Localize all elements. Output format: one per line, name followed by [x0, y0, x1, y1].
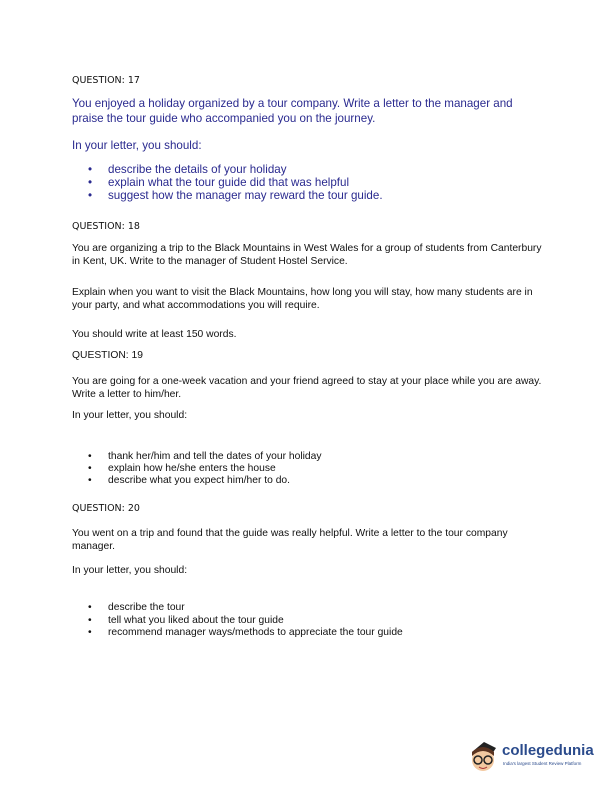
question-20-bullets	[72, 602, 542, 640]
question-18-details: Explain when you want to visit the Black Mountains, how long you will stay, how many students are in your party, and what accommodations you will require.	[72, 287, 533, 311]
list-item: • describe what you expect him/her to do.	[72, 475, 542, 487]
question-17-bullets	[72, 163, 542, 202]
question-18-prompt: You are organizing a trip to the Black Mountains in West Wales for a group of students from Canterbury in Kent, UK. Write to the manager of Student Hostel Service.	[72, 243, 542, 267]
question-19-prompt: You are going for a one-week vacation and your friend agreed to stay at your place while you are away. Write a letter to him/her.	[72, 376, 542, 400]
collegedunia-logo	[466, 738, 596, 774]
question-20-instruction: In your letter, you should:	[72, 565, 188, 576]
logo-tagline: India's largest Student Review Platform	[503, 761, 582, 766]
question-19-bullets	[72, 451, 542, 487]
list-item: • suggest how the manager may reward the tour guide.	[72, 189, 542, 202]
list-item: • explain how he/she enters the house	[72, 463, 542, 475]
list-item: • describe the tour	[72, 602, 542, 615]
question-18-label: QUESTION: 18	[72, 221, 140, 232]
question-19-label: QUESTION: 19	[72, 350, 143, 361]
list-item: • describe the details of your holiday	[72, 163, 542, 176]
question-19-instruction: In your letter, you should:	[72, 410, 188, 421]
question-17-label: QUESTION: 17	[72, 75, 140, 86]
question-17-prompt: You enjoyed a holiday organized by a tour company. Write a letter to the manager and praise the tour guide who accompanied you on the journey.	[72, 97, 513, 125]
question-18-word-count: You should write at least 150 words.	[72, 329, 237, 340]
question-17-instruction: In your letter, you should:	[72, 139, 202, 152]
mascot-icon	[466, 738, 500, 774]
question-20-label: QUESTION: 20	[72, 503, 140, 514]
question-20-prompt: You went on a trip and found that the guide was really helpful. Write a letter to the tour company manager.	[72, 528, 508, 552]
list-item: • explain what the tour guide did that was helpful	[72, 176, 542, 189]
list-item: • thank her/him and tell the dates of your holiday	[72, 451, 542, 463]
list-item: • tell what you liked about the tour guide	[72, 615, 542, 628]
logo-wordmark: collegedunia	[502, 742, 594, 759]
list-item: • recommend manager ways/methods to appreciate the tour guide	[72, 627, 542, 640]
